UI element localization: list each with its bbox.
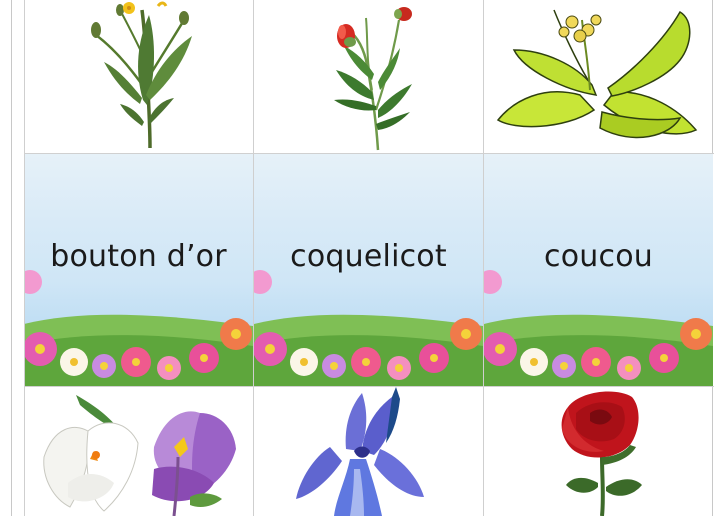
card-rose-image <box>484 387 713 516</box>
word-card-bouton-dor <box>24 154 253 386</box>
page-left-edge <box>11 0 12 516</box>
crocus-icon <box>24 387 253 516</box>
card-poppy-image <box>254 0 483 153</box>
cowslip-icon <box>484 0 713 153</box>
grid-line-v2 <box>483 0 484 516</box>
word-label-bouton-dor: bouton d’or <box>50 239 227 274</box>
card-crocus-image <box>24 387 253 516</box>
grid-line-v1 <box>253 0 254 516</box>
rose-icon <box>484 387 713 516</box>
card-buttercup-image <box>24 0 253 153</box>
word-label-coquelicot: coquelicot <box>290 239 447 274</box>
buttercup-icon <box>24 0 253 153</box>
word-card-coucou <box>484 154 713 386</box>
grid-line-h2 <box>24 386 714 387</box>
word-card-coquelicot <box>254 154 483 386</box>
grid-line-v0 <box>24 0 25 516</box>
card-iris-image <box>254 387 483 516</box>
grid-line-h1 <box>24 153 714 154</box>
iris-icon <box>254 387 483 516</box>
card-cowslip-image <box>484 0 713 153</box>
poppy-icon <box>254 0 483 153</box>
word-label-coucou: coucou <box>544 239 653 274</box>
